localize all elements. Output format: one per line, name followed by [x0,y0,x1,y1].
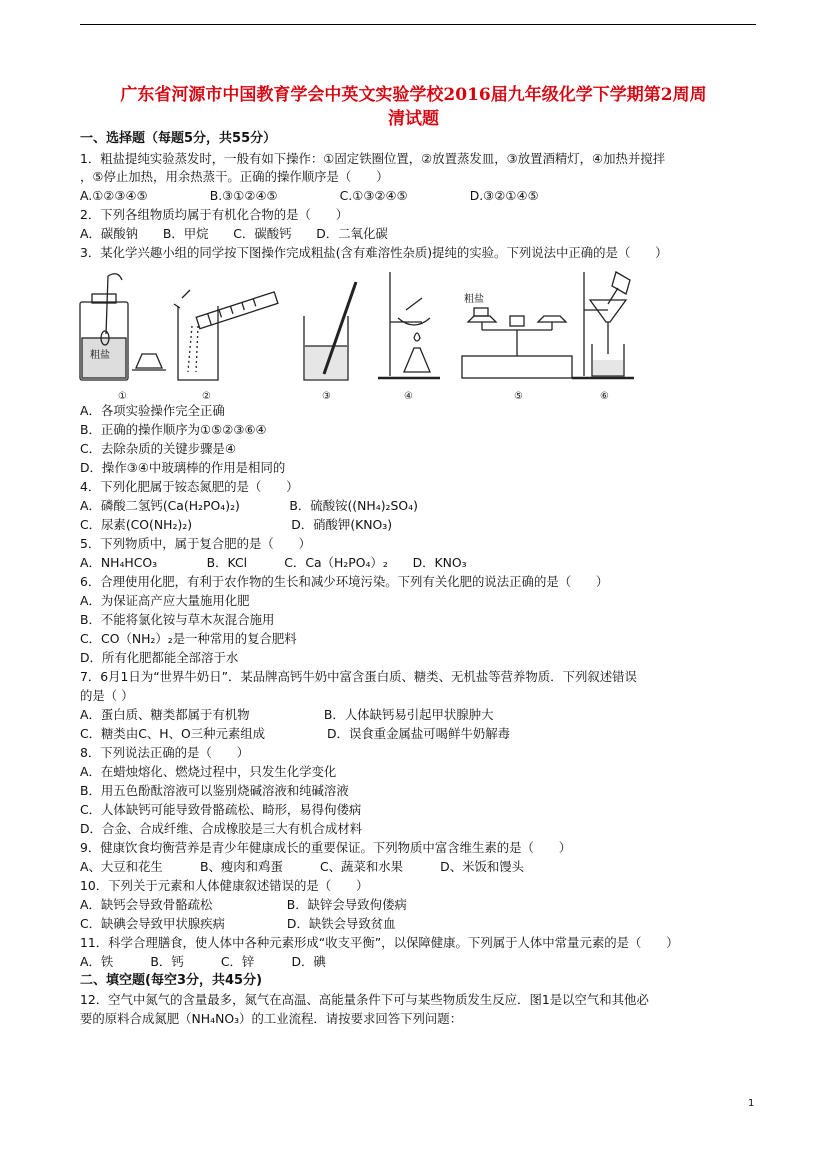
step-label-1: ① [118,391,127,402]
question-5-options: A．NH₄HCO₃ B．KCl C．Ca（H₂PO₄）₂ D．KNO₃ [80,555,467,570]
question-12-stem-cont: 要的原料合成氮肥（NH₄NO₃）的工业流程．请按要求回答下列问题： [80,1011,463,1026]
question-6-option-b: B．不能将氯化铵与草木灰混合施用 [80,612,275,627]
question-9-stem: 9．健康饮食均衡营养是青少年健康成长的重要保证。下列物质中富含维生素的是（ ） [80,840,572,855]
page-title-line-2: 清试题 [388,109,439,129]
question-3-option-b: B．正确的操作顺序为①⑤②③⑥④ [80,422,267,437]
step-1-jar [80,274,166,380]
question-3-option-d: D．操作③④中玻璃棒的作用是相同的 [80,460,286,475]
question-8-option-a: A．在蜡烛熔化、燃烧过程中，只发生化学变化 [80,764,337,779]
question-1-stem-cont: ，⑤停止加热，用余热蒸干。正确的操作顺序是（ ） [80,169,389,184]
step-label-2: ② [202,391,211,402]
question-11-stem: 11．科学合理膳食，使人体中各种元素形成“收支平衡”，以保障健康。下列属于人体中常量元素的是（ ） [80,935,679,950]
question-2-stem: 2．下列各组物质均属于有机化合物的是（ ） [80,207,349,222]
question-7-options-cd: C．糖类由C、H、O三种元素组成 D．误食重金属盐可喝鲜牛奶解毒 [80,726,511,741]
step-label-6: ⑥ [600,391,609,402]
step-5-weigh [462,308,572,378]
question-6-option-d: D．所有化肥都能全部溶于水 [80,650,239,665]
step-2-dissolve [174,290,278,380]
question-7-stem-cont: 的是（ ） [80,688,134,703]
question-9-options: A、大豆和花生 B、瘦肉和鸡蛋 C、蔬菜和水果 D、米饭和馒头 [80,859,525,874]
question-1-stem: 1．粗盐提纯实验蒸发时，一般有如下操作：①固定铁圈位置，②放置蒸发皿，③放置酒精灯，④加热并搅拌 [80,151,666,166]
question-5-stem: 5．下列物质中，属于复合肥的是（ ） [80,536,311,551]
question-8-option-c: C．人体缺钙可能导致骨骼疏松、畸形，易得佝偻病 [80,802,362,817]
question-1-options: A.①②③④⑤ B.③①②④⑤ C.①③②④⑤ D.③②①④⑤ [80,188,539,203]
question-4-stem: 4．下列化肥属于铵态氮肥的是（ ） [80,479,299,494]
question-6-stem: 6．合理使用化肥，有利于农作物的生长和减少环境污染。下列有关化肥的说法正确的是（ ） [80,574,609,589]
experiment-figure [78,268,638,404]
question-4-options-ab: A．磷酸二氢钙(Ca(H₂PO₄)₂) B．硫酸铵((NH₄)₂SO₄) [80,498,418,513]
question-2-options: A．碳酸钠 B．甲烷 C．碳酸钙 D．二氧化碳 [80,226,388,241]
question-8-option-d: D．合金、合成纤维、合成橡胶是三大有机合成材料 [80,821,363,836]
jar-label: 粗盐 [90,350,110,361]
question-3-stem: 3．某化学兴趣小组的同学按下图操作完成粗盐(含有难溶性杂质)提纯的实验。下列说法中正确的是（ ） [80,245,668,260]
question-10-options-cd: C．缺碘会导致甲状腺疾病 D．缺铁会导致贫血 [80,916,396,931]
question-10-options-ab: A．缺钙会导致骨骼疏松 B．缺锌会导致佝偻病 [80,897,407,912]
question-3-option-a: A．各项实验操作完全正确 [80,403,225,418]
question-7-options-ab: A．蛋白质、糖类都属于有机物 B．人体缺钙易引起甲状腺肿大 [80,707,494,722]
question-7-stem: 7．6月1日为“世界牛奶日”．某品牌高钙牛奶中富含蛋白质、糖类、无机盐等营养物质．下列叙述错误 [80,669,637,684]
header-rule [80,24,756,25]
page-number: 1 [748,1098,755,1109]
question-12-stem: 12．空气中氮气的含量最多，氮气在高温、高能量条件下可与某些物质发生反应．图1是以空气和其他必 [80,992,649,1007]
page-title-line-1: 广东省河源市中国教育学会中英文实验学校2016届九年级化学下学期第2周周 [120,85,707,105]
question-8-stem: 8．下列说法正确的是（ ） [80,745,249,760]
question-6-option-a: A．为保证高产应大量施用化肥 [80,593,250,608]
section-heading-fill: 二、填空题(每空3分，共45分) [80,973,263,988]
section-heading-choice: 一、选择题（每题5分，共55分） [80,131,277,146]
question-10-stem: 10．下列关于元素和人体健康叙述错误的是（ ） [80,878,369,893]
balance-label: 粗盐 [464,294,484,305]
question-6-option-c: C．CO（NH₂）₂是一种常用的复合肥料 [80,631,297,646]
step-label-5: ⑤ [514,391,523,402]
step-label-4: ④ [404,391,413,402]
step-3-stir [304,282,356,380]
question-3-option-c: C．去除杂质的关键步骤是④ [80,441,237,456]
step-6-filter [572,272,634,378]
question-8-option-b: B．用五色酚酞溶液可以鉴别烧碱溶液和纯碱溶液 [80,783,349,798]
step-label-3: ③ [322,391,331,402]
question-11-options: A．铁 B．钙 C．锌 D．碘 [80,954,326,969]
question-4-options-cd: C．尿素(CO(NH₂)₂) D．硝酸钾(KNO₃) [80,517,393,532]
step-4-evaporate [378,272,440,378]
